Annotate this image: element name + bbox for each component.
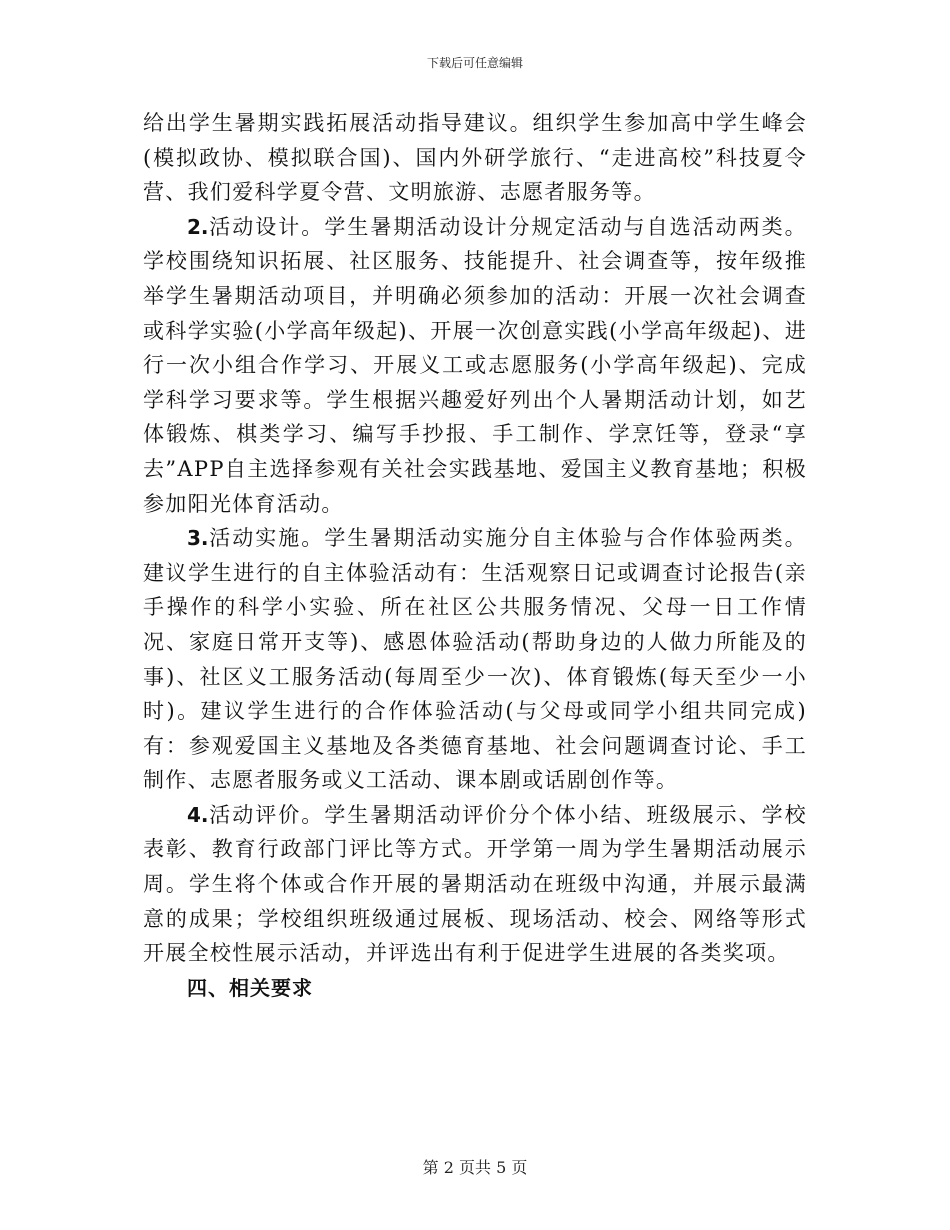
document-body [143,106,807,1005]
item-text: 活动设计。学生暑期活动设计分规定活动与自选活动两类。学校围绕知识拓展、社区服务、技能提升、社会调查等，按年级推举学生暑期活动项目，并明确必须参加的活动：开展一次社会调查或科学实验(小学高年级起)、开展一次创意实践(小学高年级起)、进行一次小组合作学习、开展义工或志愿服务(小学高年级起)、完成学科学习要求等。学生根据兴趣爱好列出个人暑期活动计划，如艺体锻炼、棋类学习、编写手抄报、手工制作、学烹饪等，登录“享去”APP自主选择参观有关社会实践基地、爱国主义教育基地；积极参加阳光体育活动。 [143,214,807,516]
header-note: 下载后可任意编辑 [426,56,523,70]
page-number: 第 2 页共 5 页 [422,1158,528,1177]
paragraph-item-2 [143,210,807,521]
paragraph-item-3 [143,521,807,798]
item-number: 3. [187,526,209,551]
paragraph-continuation: 给出学生暑期实践拓展活动指导建议。组织学生参加高中学生峰会(模拟政协、模拟联合国)、国内外研学旅行、“走进高校”科技夏令营、我们爱科学夏令营、文明旅游、志愿者服务等。 [143,111,807,205]
item-text: 活动评价。学生暑期活动评价分个体小结、班级展示、学校表彰、教育行政部门评比等方式。开学第一周为学生暑期活动展示周。学生将个体或合作开展的暑期活动在班级中沟通，并展示最满意的成果；学校组织班级通过展板、现场活动、校会、网络等形式开展全校性展示活动，并评选出有利于促进学生进展的各类奖项。 [143,802,807,966]
item-number: 2. [187,214,209,239]
item-number: 4. [187,802,209,827]
item-text: 活动实施。学生暑期活动实施分自主体验与合作体验两类。建议学生进行的自主体验活动有：生活观察日记或调查讨论报告(亲手操作的科学小实验、所在社区公共服务情况、父母一日工作情况、家庭日常开支等)、感恩体验活动(帮助身边的人做力所能及的事)、社区义工服务活动(每周至少一次)、体育锻炼(每天至少一小时)。建议学生进行的合作体验活动(与父母或同学小组共同完成)有：参观爱国主义基地及各类德育基地、社会问题调查讨论、手工制作、志愿者服务或义工活动、课本剧或话剧创作等。 [143,526,807,793]
section-heading: 四、相关要求 [187,975,313,1000]
paragraph-item-4 [143,798,807,971]
